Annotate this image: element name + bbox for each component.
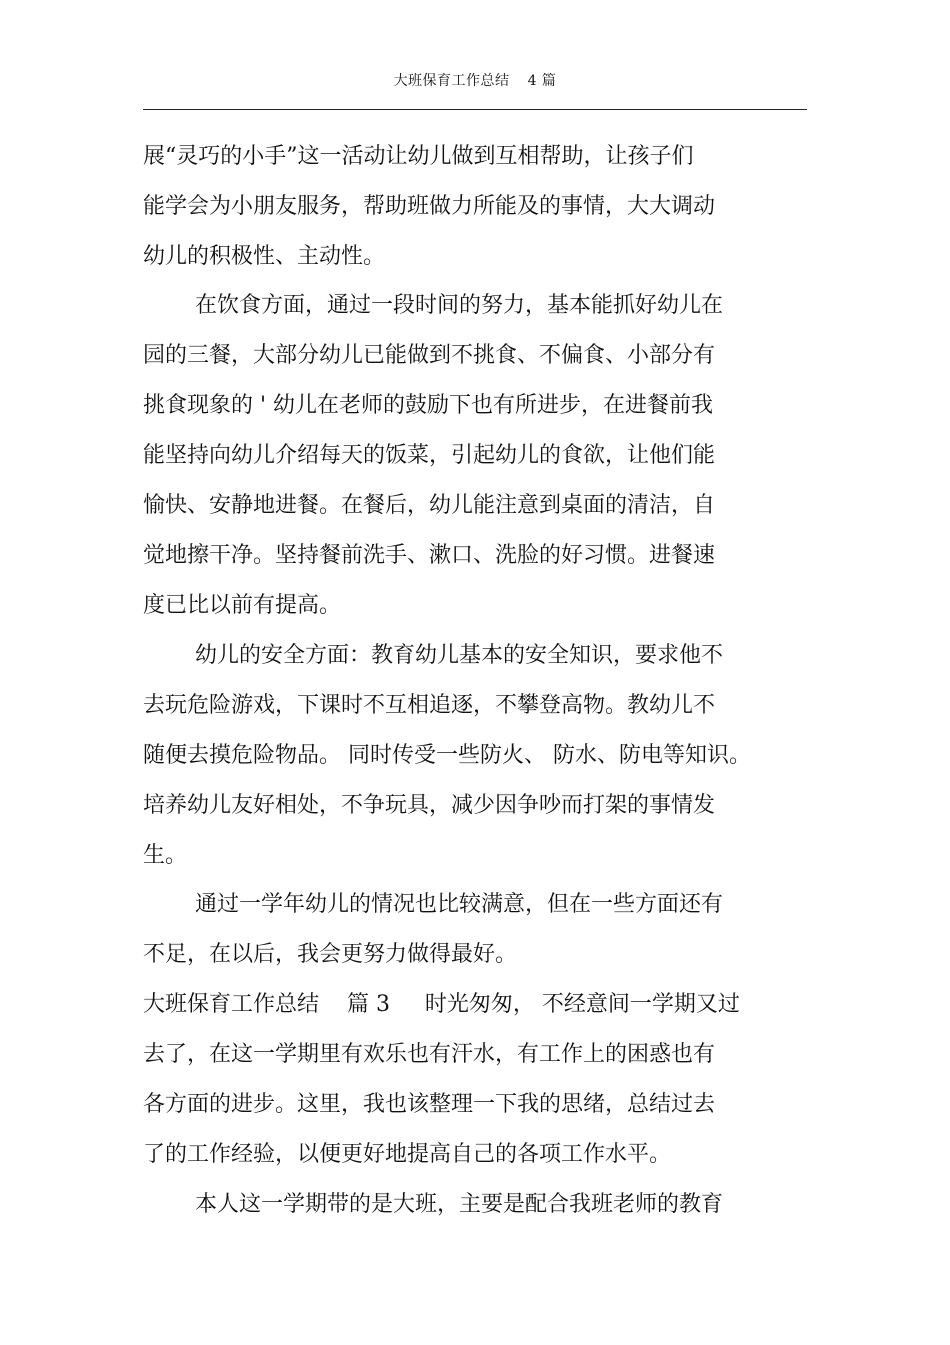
header-count: 4 篇 xyxy=(527,73,557,89)
text-line: 展“灵巧的小手”这一活动让幼儿做到互相帮助，让孩子们 xyxy=(143,144,694,169)
header-divider xyxy=(143,109,807,110)
text-line: 本人这一学期带的是大班，主要是配合我班老师的教育 xyxy=(195,1192,724,1217)
text-line: 园的三餐，大部分幼儿已能做到不挑食、不偏食、小部分有 xyxy=(143,343,716,368)
text-line: 挑食现象的 ' 幼儿在老师的鼓励下也有所进步，在进餐前我 xyxy=(143,393,714,418)
text-line: 随便去摸危险物品。 同时传受一些防火、 防水、防电等知识。 xyxy=(143,743,751,768)
text-line: 度已比以前有提高。 xyxy=(143,593,342,618)
text-line: 在饮食方面，通过一段时间的努力，基本能抓好幼儿在 xyxy=(195,293,724,318)
text-line: 去玩危险游戏，下课时不互相追逐，不攀登高物。教幼儿不 xyxy=(143,693,716,718)
text-line: 不足，在以后，我会更努力做得最好。 xyxy=(143,942,518,967)
text-line: 了的工作经验，以便更好地提高自己的各项工作水平。 xyxy=(143,1142,672,1167)
text-line: 生。 xyxy=(143,843,188,868)
text-line: 能坚持向幼儿介绍每天的饭菜，引起幼儿的食欲，让他们能 xyxy=(143,443,716,468)
section-heading-line: 大班保育工作总结 篇 3 时光匆匆， 不经意间一学期又过 xyxy=(143,992,740,1017)
text-line: 通过一学年幼儿的情况也比较满意，但在一些方面还有 xyxy=(195,892,724,917)
text-line: 觉地擦干净。坚持餐前洗手、漱口、洗脸的好习惯。进餐速 xyxy=(143,543,716,568)
text-line: 去了，在这一学期里有欢乐也有汗水，有工作上的困惑也有 xyxy=(143,1042,716,1067)
text-line: 培养幼儿友好相处，不争玩具，减少因争吵而打架的事情发 xyxy=(143,793,716,818)
text-line: 幼儿的积极性、主动性。 xyxy=(143,244,386,269)
text-line: 能学会为小朋友服务，帮助班做力所能及的事情，大大调动 xyxy=(143,194,716,219)
page-header xyxy=(0,70,950,90)
text-line: 愉快、安静地进餐。在餐后，幼儿能注意到桌面的清洁，自 xyxy=(143,493,716,518)
text-line: 各方面的进步。这里，我也该整理一下我的思绪，总结过去 xyxy=(143,1092,716,1117)
header-title: 大班保育工作总结 xyxy=(393,73,510,89)
text-line: 幼儿的安全方面：教育幼儿基本的安全知识，要求他不 xyxy=(195,643,724,668)
